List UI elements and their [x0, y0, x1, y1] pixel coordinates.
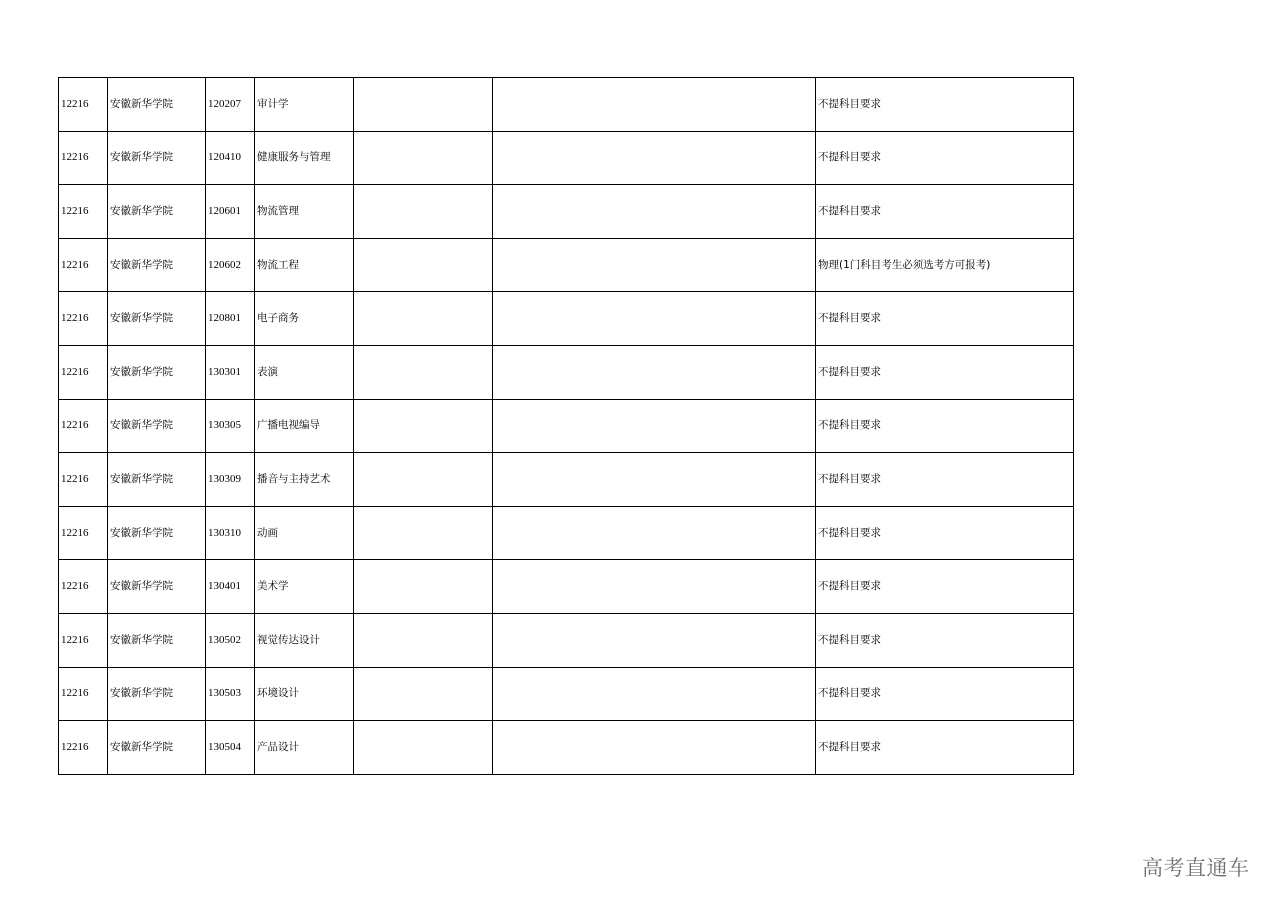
school-name-cell: 安徽新华学院 [108, 238, 206, 292]
blank-cell [354, 506, 493, 560]
subject-requirement-cell: 不提科目要求 [816, 345, 1074, 399]
school-code-cell: 12216 [59, 721, 108, 775]
major-code-cell: 130502 [206, 613, 255, 667]
major-code-cell: 120601 [206, 185, 255, 239]
blank-cell [354, 399, 493, 453]
table-row [59, 667, 1074, 721]
blank-cell [354, 721, 493, 775]
blank-cell [354, 453, 493, 507]
watermark-text: 高考直通车 [1142, 856, 1250, 880]
table-row [59, 345, 1074, 399]
blank-cell [354, 345, 493, 399]
school-code-cell: 12216 [59, 560, 108, 614]
subject-requirement-cell: 不提科目要求 [816, 721, 1074, 775]
table-row [59, 560, 1074, 614]
school-code-cell: 12216 [59, 292, 108, 346]
blank-cell [354, 560, 493, 614]
table-row [59, 399, 1074, 453]
subject-requirement-cell: 不提科目要求 [816, 131, 1074, 185]
major-name-cell: 环境设计 [255, 667, 354, 721]
major-code-cell: 130305 [206, 399, 255, 453]
school-code-cell: 12216 [59, 506, 108, 560]
school-code-cell: 12216 [59, 399, 108, 453]
major-name-cell: 电子商务 [255, 292, 354, 346]
subject-requirement-cell: 不提科目要求 [816, 78, 1074, 132]
major-name-cell: 物流管理 [255, 185, 354, 239]
school-name-cell: 安徽新华学院 [108, 292, 206, 346]
school-name-cell: 安徽新华学院 [108, 131, 206, 185]
blank-cell [493, 453, 816, 507]
major-code-cell: 130310 [206, 506, 255, 560]
major-name-cell: 健康服务与管理 [255, 131, 354, 185]
major-requirements-table [58, 77, 1074, 775]
subject-requirement-cell: 不提科目要求 [816, 560, 1074, 614]
subject-requirement-cell: 不提科目要求 [816, 399, 1074, 453]
blank-cell [493, 238, 816, 292]
school-code-cell: 12216 [59, 453, 108, 507]
major-code-cell: 130504 [206, 721, 255, 775]
school-name-cell: 安徽新华学院 [108, 399, 206, 453]
blank-cell [354, 131, 493, 185]
major-name-cell: 播音与主持艺术 [255, 453, 354, 507]
table-body [59, 78, 1074, 775]
table-row [59, 453, 1074, 507]
blank-cell [493, 613, 816, 667]
school-name-cell: 安徽新华学院 [108, 613, 206, 667]
school-name-cell: 安徽新华学院 [108, 185, 206, 239]
school-name-cell: 安徽新华学院 [108, 506, 206, 560]
table-row [59, 721, 1074, 775]
school-code-cell: 12216 [59, 667, 108, 721]
blank-cell [493, 345, 816, 399]
blank-cell [493, 399, 816, 453]
subject-requirement-cell: 不提科目要求 [816, 453, 1074, 507]
subject-requirement-cell: 不提科目要求 [816, 667, 1074, 721]
subject-requirement-cell: 不提科目要求 [816, 185, 1074, 239]
school-code-cell: 12216 [59, 131, 108, 185]
blank-cell [354, 667, 493, 721]
blank-cell [354, 185, 493, 239]
school-code-cell: 12216 [59, 185, 108, 239]
major-code-cell: 130301 [206, 345, 255, 399]
school-code-cell: 12216 [59, 345, 108, 399]
major-code-cell: 130503 [206, 667, 255, 721]
major-code-cell: 120410 [206, 131, 255, 185]
school-name-cell: 安徽新华学院 [108, 453, 206, 507]
table-row [59, 238, 1074, 292]
major-code-cell: 120207 [206, 78, 255, 132]
blank-cell [354, 238, 493, 292]
blank-cell [493, 560, 816, 614]
table-row [59, 292, 1074, 346]
school-code-cell: 12216 [59, 613, 108, 667]
blank-cell [493, 506, 816, 560]
subject-requirement-cell: 不提科目要求 [816, 506, 1074, 560]
major-name-cell: 广播电视编导 [255, 399, 354, 453]
major-code-cell: 120602 [206, 238, 255, 292]
major-name-cell: 美术学 [255, 560, 354, 614]
blank-cell [493, 721, 816, 775]
major-name-cell: 视觉传达设计 [255, 613, 354, 667]
table-row [59, 613, 1074, 667]
school-name-cell: 安徽新华学院 [108, 78, 206, 132]
table-row [59, 185, 1074, 239]
school-name-cell: 安徽新华学院 [108, 721, 206, 775]
blank-cell [493, 292, 816, 346]
subject-requirement-cell: 物理(1门科目考生必须选考方可报考) [816, 238, 1074, 292]
major-code-cell: 130309 [206, 453, 255, 507]
school-code-cell: 12216 [59, 238, 108, 292]
blank-cell [354, 292, 493, 346]
blank-cell [354, 613, 493, 667]
blank-cell [493, 78, 816, 132]
blank-cell [493, 185, 816, 239]
school-name-cell: 安徽新华学院 [108, 667, 206, 721]
table-row [59, 131, 1074, 185]
subject-requirement-cell: 不提科目要求 [816, 292, 1074, 346]
major-name-cell: 产品设计 [255, 721, 354, 775]
blank-cell [493, 131, 816, 185]
major-name-cell: 审计学 [255, 78, 354, 132]
school-name-cell: 安徽新华学院 [108, 560, 206, 614]
subject-requirement-cell: 不提科目要求 [816, 613, 1074, 667]
major-code-cell: 130401 [206, 560, 255, 614]
school-name-cell: 安徽新华学院 [108, 345, 206, 399]
blank-cell [493, 667, 816, 721]
major-name-cell: 动画 [255, 506, 354, 560]
table-row [59, 506, 1074, 560]
blank-cell [354, 78, 493, 132]
major-name-cell: 表演 [255, 345, 354, 399]
major-name-cell: 物流工程 [255, 238, 354, 292]
table-row [59, 78, 1074, 132]
school-code-cell: 12216 [59, 78, 108, 132]
major-code-cell: 120801 [206, 292, 255, 346]
